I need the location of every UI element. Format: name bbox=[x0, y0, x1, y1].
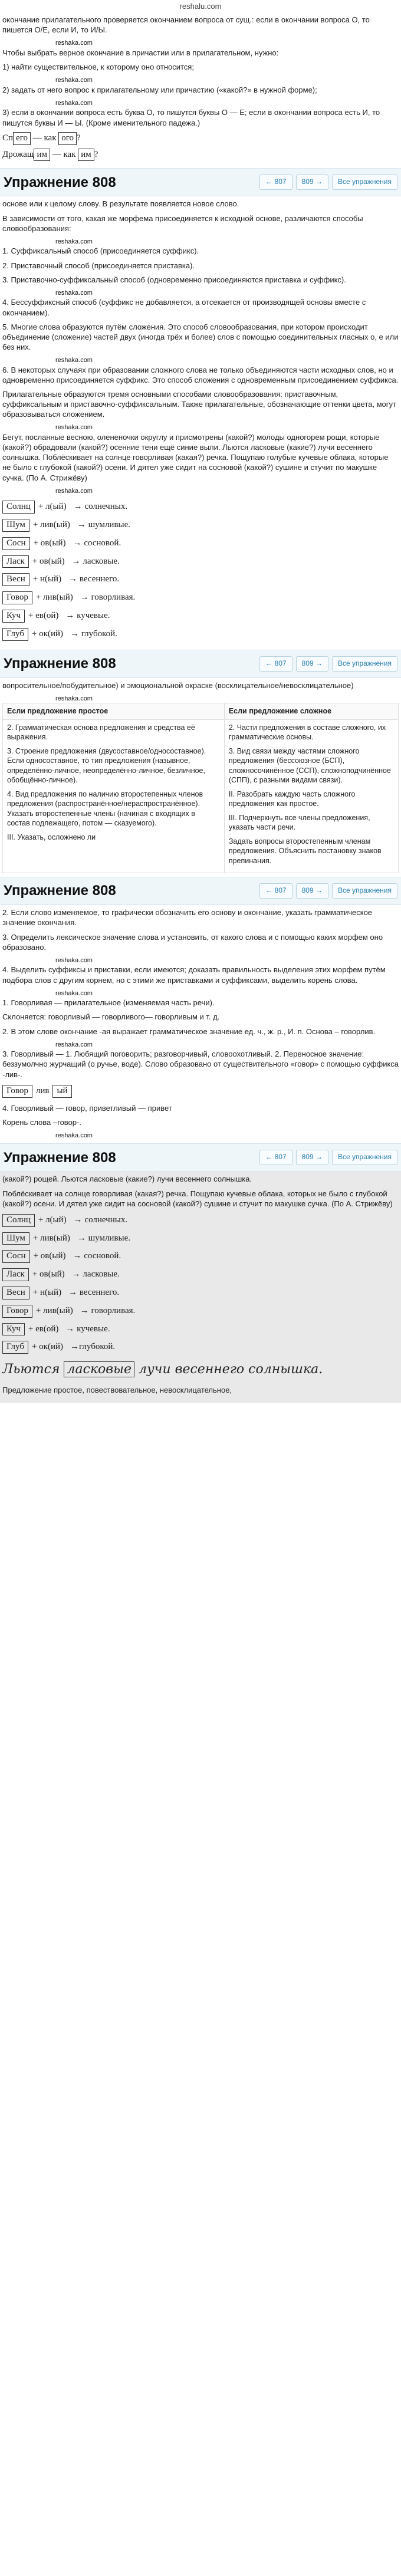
exercise-nav-bar bbox=[0, 650, 401, 678]
text-paragraph: 1) найти существительное, к которому оно относится; bbox=[2, 62, 194, 72]
text-paragraph: 3. Приставочно-суффиксальный способ (одновременно присоединяются приставка и суффикс). bbox=[2, 275, 346, 284]
word-formation-row: Шум + лив(ый) → шумливые. bbox=[2, 1232, 399, 1245]
text-paragraph: 3. Говорливый — 1. Любящий поговорить; разговорчивый, словоохотливый. 2. Переносное значение: беззумолчно журчащий (о ручье, воде). Слово образовано от существительного «говор» с помощью суффикса -лив-. bbox=[2, 1050, 399, 1079]
exercise-title: Упражнение 808 bbox=[4, 1149, 116, 1166]
word-formation-row: Глуб + ок(ий) →глубокой. bbox=[2, 1341, 399, 1354]
table-cell: 2. Части предложения в составе сложного, их грамматические основы. 3. Вид связи между частями сложного предложения (бессоюзное (БСП), сложносочинённое (ССП), сложноподчинённое (СПП), с разными видами связи). II. Разобрать каждую часть сложного предложения как простое. III. Подчеркнуть все члены предложения, указать части речи. Задать вопросы второстепенным членам предложения. Объяснить постановку знаков препинания. bbox=[224, 719, 398, 873]
word-formation-row: Весн + н(ый) → весеннего. bbox=[2, 573, 399, 586]
watermark: reshaka.com bbox=[55, 99, 93, 107]
watermark: reshaka.com bbox=[55, 289, 93, 297]
text-paragraph: Бегут, посланные весною, олененочки округлу и присмотрены (какой?) молоды одногорем рощи, которые (какой?) обрадовали (какой?) осенние тени ещё синие выли. Льются ласковые (какие?) лучи весеннего солнышка. Поблёскивает на солнце говорливая (какая?) речка. Пощупаю голубые кучевые облака, которые не было с глубокой (какой?) осени. И дятел уже сидит на сосновой (какой?) сушине и стучит по макушке сучка. (По А. Стрижёву) bbox=[2, 432, 389, 482]
text-paragraph: 2. В этом слове окончание -ая выражает грамматическое значение ед. ч., ж. р., И. п. Основа – говорлив. bbox=[2, 1027, 376, 1036]
word-formation-row: Куч + ев(ой) → кучевые. bbox=[2, 610, 399, 623]
answer-segment-4 bbox=[0, 905, 401, 1143]
watermark: reshaka.com bbox=[55, 77, 93, 84]
word-formation-row: Ласк + ов(ый) → ласковые. bbox=[2, 555, 399, 568]
text-paragraph: 5. Многие слова образуются путём сложения. Это способ словообразования, при котором происходит объединение (сложение) частей двух (иногда трёх и более) слов с помощью соединительных гласных о, е или без них. bbox=[2, 322, 399, 351]
text-paragraph: Прилагательные образуются тремя основными способами словообразования: приставочным, суффиксальным и приставочно-суффиксальным. Также прилагательные, обозначающие оттенки цвета, могут образовываться сложением. bbox=[2, 389, 396, 419]
word-formation-row: Говор + лив(ый) → говорливая. bbox=[2, 1305, 399, 1318]
text-paragraph: 3) если в окончании вопроса есть буква О, то пишутся буквы О — Е; если в окончании вопроса есть И, то пишутся буквы И — Ы. (Кроме именительного падежа.) bbox=[2, 108, 380, 127]
watermark: reshaka.com bbox=[55, 1131, 93, 1139]
text-paragraph: 3. Определить лексическое значение слова и установить, от какого слова и с помощью каких морфем оно образовано. bbox=[2, 932, 383, 952]
text-paragraph: 4. Говорливый — говор, приветливый — привет bbox=[2, 1103, 172, 1113]
text-paragraph: 2) задать от него вопрос к прилагательному или причастию («какой?» в нужной форме); bbox=[2, 85, 317, 94]
text-paragraph: 2. Приставочный способ (присоединяется приставка). bbox=[2, 261, 195, 270]
text-paragraph: 4. Бессуффиксный способ (суффикс не добавляется, а отсекается от производящей основы вместе с окончанием). bbox=[2, 298, 366, 317]
exercise-title: Упражнение 808 bbox=[4, 655, 116, 672]
morpheme-analysis: Говор лив ый bbox=[2, 1085, 399, 1098]
next-exercise-button[interactable]: 809 → bbox=[296, 656, 328, 672]
watermark: reshaka.com bbox=[55, 956, 93, 964]
text-paragraph: вопросительное/побудительное) и эмоциональной окраске (восклицательное/невосклицательное) bbox=[2, 680, 354, 690]
word-formation-row: Сосн + ов(ый) → сосновой. bbox=[2, 1250, 399, 1263]
handwritten-sentence: Льются ласковые лучи весеннего солнышка. bbox=[2, 1362, 323, 1377]
word-formation-row: Солнц + л(ый) → солнечных. bbox=[2, 501, 399, 514]
text-paragraph: Корень слова –говор-. bbox=[2, 1117, 81, 1127]
morph-example: Дрожащ им — как им ? bbox=[2, 149, 399, 162]
word-formation-row: Шум + лив(ый) → шумливые. bbox=[2, 519, 399, 532]
watermark: reshaka.com bbox=[55, 424, 93, 432]
word-formation-list bbox=[2, 1214, 399, 1354]
text-paragraph: Предложение простое, повествовательное, невосклицательное, bbox=[2, 1386, 232, 1395]
next-exercise-button[interactable]: 809 → bbox=[296, 175, 328, 190]
exercise-title: Упражнение 808 bbox=[4, 883, 116, 899]
text-paragraph: окончание прилагательного проверяется окончанием вопроса от сущ.: если в окончании вопроса О, то пишется О/Е, если И, то И/Ы. bbox=[2, 15, 370, 35]
table-header: Если предложение сложное bbox=[224, 703, 398, 720]
watermark: reshaka.com bbox=[55, 40, 93, 47]
watermark: reshaka.com bbox=[55, 487, 93, 495]
watermark: reshaka.com bbox=[55, 1041, 93, 1048]
next-exercise-button[interactable]: 809 → bbox=[296, 1150, 328, 1165]
prev-exercise-button[interactable]: ← 807 bbox=[259, 175, 292, 190]
exercise-nav bbox=[259, 883, 397, 899]
exercise-nav-bar bbox=[0, 168, 401, 196]
exercise-nav-bar bbox=[0, 877, 401, 905]
word-formation-row: Сосн + ов(ый) → сосновой. bbox=[2, 537, 399, 550]
word-formation-list bbox=[2, 501, 399, 640]
word-formation-row: Ласк + ов(ый) → ласковые. bbox=[2, 1268, 399, 1281]
watermark: reshaka.com bbox=[55, 238, 93, 245]
all-exercises-button[interactable]: Все упражнения bbox=[332, 656, 397, 672]
text-paragraph: В зависимости от того, какая же морфема присоединяется к исходной основе, различаются способы словообразования: bbox=[2, 213, 363, 233]
table-cell: 2. Грамматическая основа предложения и средства её выражения. 3. Строение предложения (двусоставное/односоставное). Если односоставное, то тип предложения (назывное, определённо-личное, неопределённо-личное, безличное, обобщённо-личное). 4. Вид предложения по наличию второстепенных членов предложения (распространённое/нераспространённое). Указать второстепенные члены (начиная с входящих в состав подлежащего, потом — сказуемого). III. Указать, осложнено ли bbox=[3, 719, 225, 873]
answer-segment-5 bbox=[0, 1172, 401, 1403]
text-paragraph: (какой?) рощей. Льются ласковые (какие?) лучи весеннего солнышка. bbox=[2, 1175, 252, 1184]
text-paragraph: Склоняется: говорливый — говорливого— говорливым и т. д. bbox=[2, 1012, 220, 1022]
table-header: Если предложение простое bbox=[3, 703, 225, 720]
text-paragraph: 6. В некоторых случаях при образовании сложного слова не только объединяются части исходных слов, но и одновременно присоединяется суффикс. Это способ сложения с одновременным присоединением суффикса. bbox=[2, 365, 399, 384]
morph-example: Сп его — как ого ? bbox=[2, 132, 399, 145]
exercise-title: Упражнение 808 bbox=[4, 174, 116, 190]
watermark: reshaka.com bbox=[55, 989, 93, 997]
prev-exercise-button[interactable]: ← 807 bbox=[259, 1150, 292, 1165]
text-paragraph: основе или к целому слову. В результате появляется новое слово. bbox=[2, 199, 239, 209]
prev-exercise-button[interactable]: ← 807 bbox=[259, 883, 292, 899]
answer-segment-3 bbox=[0, 678, 401, 877]
exercise-nav-bar bbox=[0, 1143, 401, 1172]
all-exercises-button[interactable]: Все упражнения bbox=[332, 883, 397, 899]
word-formation-row: Куч + ев(ой) → кучевые. bbox=[2, 1323, 399, 1336]
answer-segment-2 bbox=[0, 196, 401, 649]
watermark: reshaka.com bbox=[55, 695, 93, 702]
text-paragraph: 2. Если слово изменяемое, то графически обозначить его основу и окончание, указать грамматическое значение окончания. bbox=[2, 908, 373, 927]
text-paragraph: Чтобы выбрать верное окончание в причастии или в прилагательном, нужно: bbox=[2, 48, 279, 57]
text-paragraph: 1. Говорливая — прилагательное (изменяемая часть речи). bbox=[2, 998, 215, 1008]
word-formation-row: Глуб + ок(ий) → глубокой. bbox=[2, 628, 399, 641]
watermark: reshaka.com bbox=[55, 357, 93, 364]
text-paragraph: 4. Выделить суффиксы и приставки, если имеются; доказать правильность выделения этих морфем путём подбора слов с другим корнем, но с этими же приставками и суффиксами, выделить корень слова. bbox=[2, 965, 386, 985]
word-formation-row: Солнц + л(ый) → солнечных. bbox=[2, 1214, 399, 1227]
text-paragraph: 1. Суффиксальный способ (присоединяется суффикс). bbox=[2, 246, 199, 256]
word-formation-row: Весн + н(ый) → весеннего. bbox=[2, 1287, 399, 1299]
exercise-nav bbox=[259, 1150, 397, 1165]
answer-segment-1 bbox=[0, 12, 401, 168]
exercise-nav bbox=[259, 175, 397, 190]
parsing-table bbox=[2, 703, 399, 873]
word-formation-row: Говор + лив(ый) → говорливая. bbox=[2, 591, 399, 604]
next-exercise-button[interactable]: 809 → bbox=[296, 883, 328, 899]
page bbox=[0, 1, 401, 1403]
all-exercises-button[interactable]: Все упражнения bbox=[332, 175, 397, 190]
exercise-nav bbox=[259, 656, 397, 672]
text-paragraph: Поблёскивает на солнце говорливая (какая?) речка. Пощупаю кучевые облака, которых не было с глубокой (какой?) осени. И дятел уже сидит на сосновой (какой?) сушине и стучит по макушке сучка. (По А. Стрижёву) bbox=[2, 1189, 393, 1208]
all-exercises-button[interactable]: Все упражнения bbox=[332, 1150, 397, 1165]
prev-exercise-button[interactable]: ← 807 bbox=[259, 656, 292, 672]
site-header[interactable]: reshalu.com bbox=[179, 2, 222, 11]
